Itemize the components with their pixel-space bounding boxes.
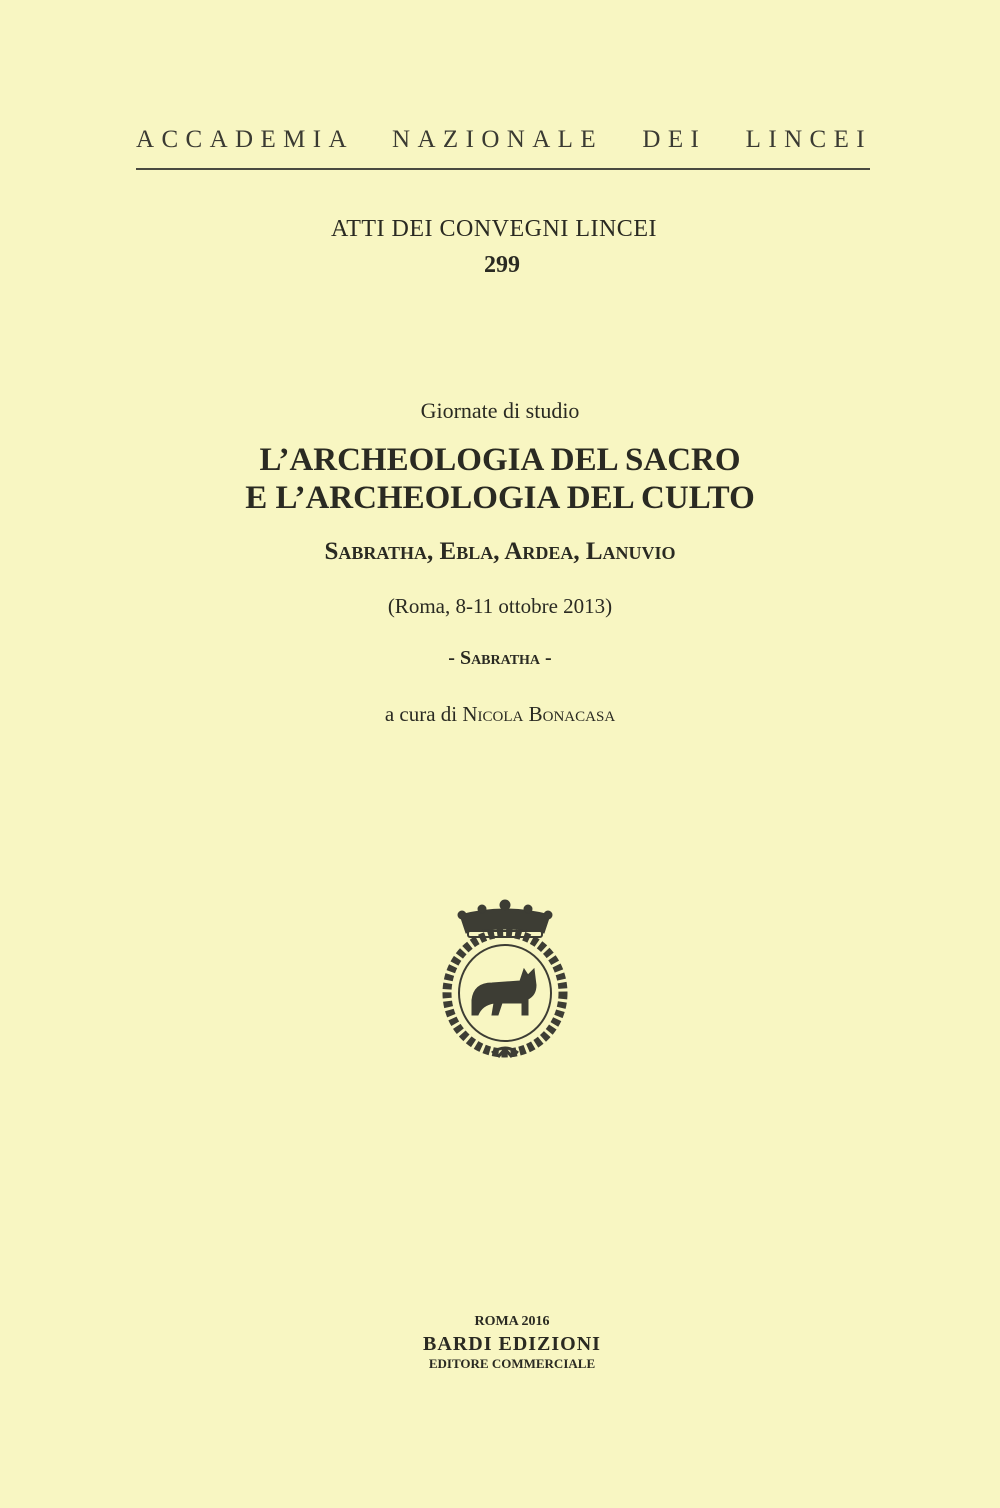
editor-name: Nicola Bonacasa — [462, 702, 616, 726]
editor-line — [0, 702, 1000, 727]
sites: Sabratha, Ebla, Ardea, Lanuvio — [324, 538, 676, 565]
volume-site: - Sabratha - — [448, 647, 552, 669]
place-year: ROMA 2016 — [474, 1314, 550, 1329]
title-line-1: L’ARCHEOLOGIA DEL SACRO — [259, 442, 741, 478]
divider — [136, 168, 870, 170]
series-number: 299 — [484, 252, 520, 278]
publisher: BARDI EDIZIONI — [423, 1333, 601, 1355]
publisher-subtitle: EDITORE COMMERCIALE — [428, 1356, 596, 1371]
editor-prefix: a cura di — [384, 702, 458, 726]
conference-dates: (Roma, 8-11 ottobre 2013) — [387, 594, 613, 618]
series-title: ATTI DEI CONVEGNI LINCEI — [331, 216, 657, 242]
lynx-crest-emblem-icon — [432, 895, 578, 1065]
title-line-2: E L’ARCHEOLOGIA DEL CULTO — [245, 480, 755, 516]
subtitle: Giornate di studio — [420, 398, 580, 423]
academy-name: ACCADEMIA NAZIONALE DEI LINCEI — [136, 126, 872, 153]
